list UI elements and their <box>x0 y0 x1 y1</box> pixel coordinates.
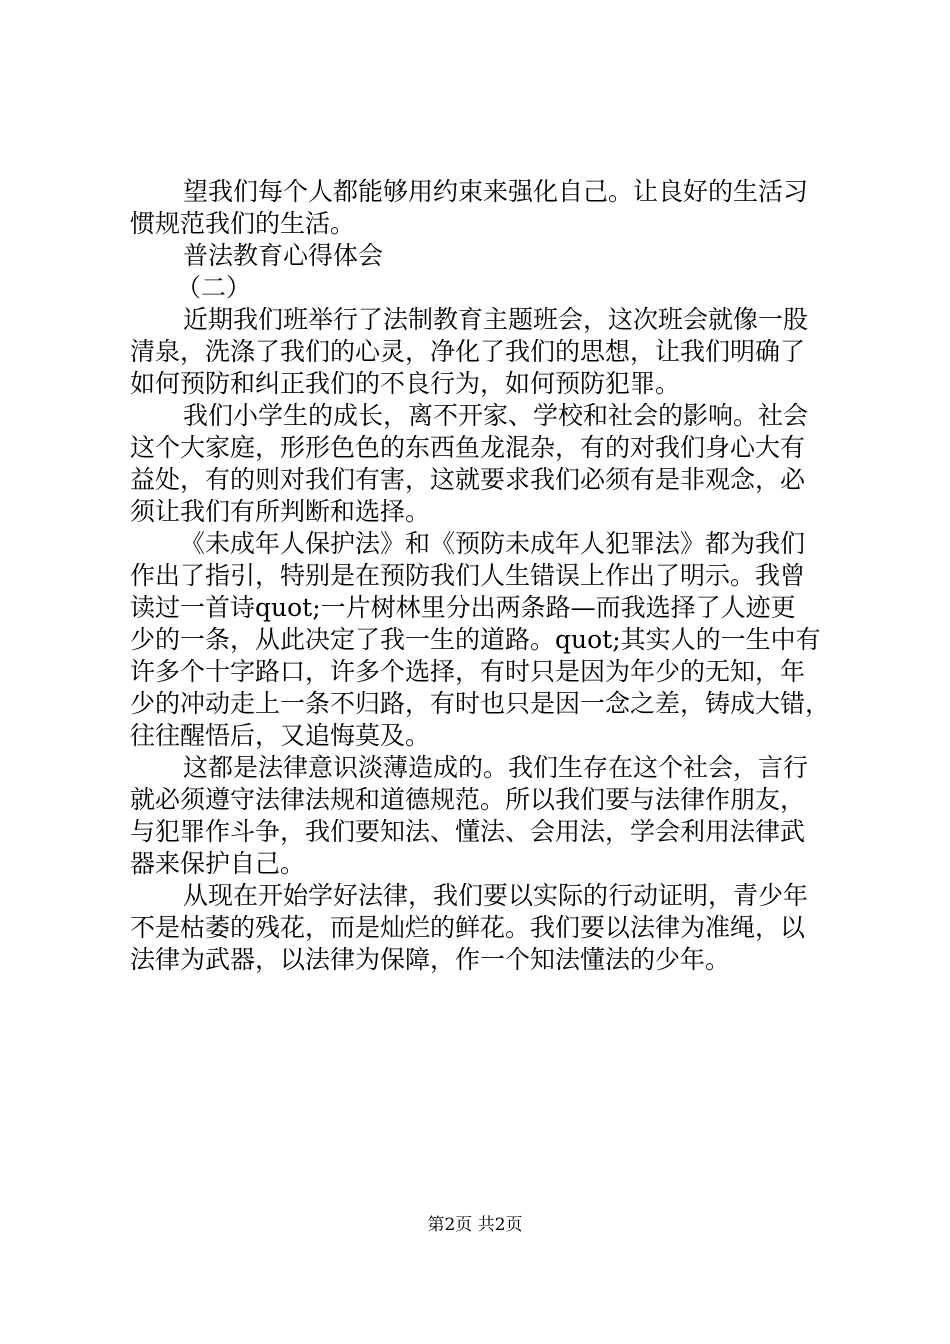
text-line: 不是枯萎的残花，而是灿烂的鲜花。我们要以法律为准绳，以 <box>130 913 806 942</box>
text-line: 读过一首诗quot;一片树林里分出两条路—而我选择了人迹更 <box>130 593 796 622</box>
page-number-label: 第2页 共2页 <box>427 1215 523 1235</box>
text-line: 就必须遵守法律法规和道德规范。所以我们要与法律作朋友， <box>130 785 806 814</box>
text-line: 《未成年人保护法》和《预防未成年人犯罪法》都为我们 <box>180 529 806 558</box>
text-line: 清泉，洗涤了我们的心灵，净化了我们的思想，让我们明确了 <box>130 337 806 366</box>
text-line: 器来保护自己。 <box>130 849 306 878</box>
text-line: 须让我们有所判断和选择。 <box>130 497 431 526</box>
text-line: 往往醒悟后，又追悔莫及。 <box>130 721 431 750</box>
page-footer <box>0 1214 950 1236</box>
text-line: 作出了指引，特别是在预防我们人生错误上作出了明示。我曾 <box>130 561 806 590</box>
text-line: 从现在开始学好法律，我们要以实际的行动证明，青少年 <box>183 881 809 910</box>
text-line: 法律为武器，以法律为保障，作一个知法懂法的少年。 <box>130 945 731 974</box>
text-line: 与犯罪作斗争，我们要知法、懂法、会用法，学会利用法律武 <box>130 817 806 846</box>
text-line: 我们小学生的成长，离不开家、学校和社会的影响。社会 <box>183 401 809 430</box>
text-line: 这个大家庭，形形色色的东西鱼龙混杂，有的对我们身心大有 <box>130 433 806 462</box>
text-line: 惯规范我们的生活。 <box>130 209 356 238</box>
text-line: 少的冲动走上一条不归路，有时也只是因一念之差，铸成大错， <box>130 689 831 718</box>
text-line: 益处，有的则对我们有害，这就要求我们必须有是非观念，必 <box>130 465 806 494</box>
section-heading: 普法教育心得体会 <box>183 241 384 270</box>
text-line: 望我们每个人都能够用约束来强化自己。让良好的生活习 <box>183 177 809 206</box>
text-line: 这都是法律意识淡薄造成的。我们生存在这个社会，言行 <box>183 753 809 782</box>
text-line: 许多个十字路口，许多个选择，有时只是因为年少的无知，年 <box>130 657 806 686</box>
text-line: 近期我们班举行了法制教育主题班会，这次班会就像一股 <box>183 305 809 334</box>
section-number: （二） <box>176 273 252 302</box>
text-line: 少的一条，从此决定了我一生的道路。quot;其实人的一生中有 <box>130 625 821 654</box>
text-line: 如何预防和纠正我们的不良行为，如何预防犯罪。 <box>130 369 681 398</box>
